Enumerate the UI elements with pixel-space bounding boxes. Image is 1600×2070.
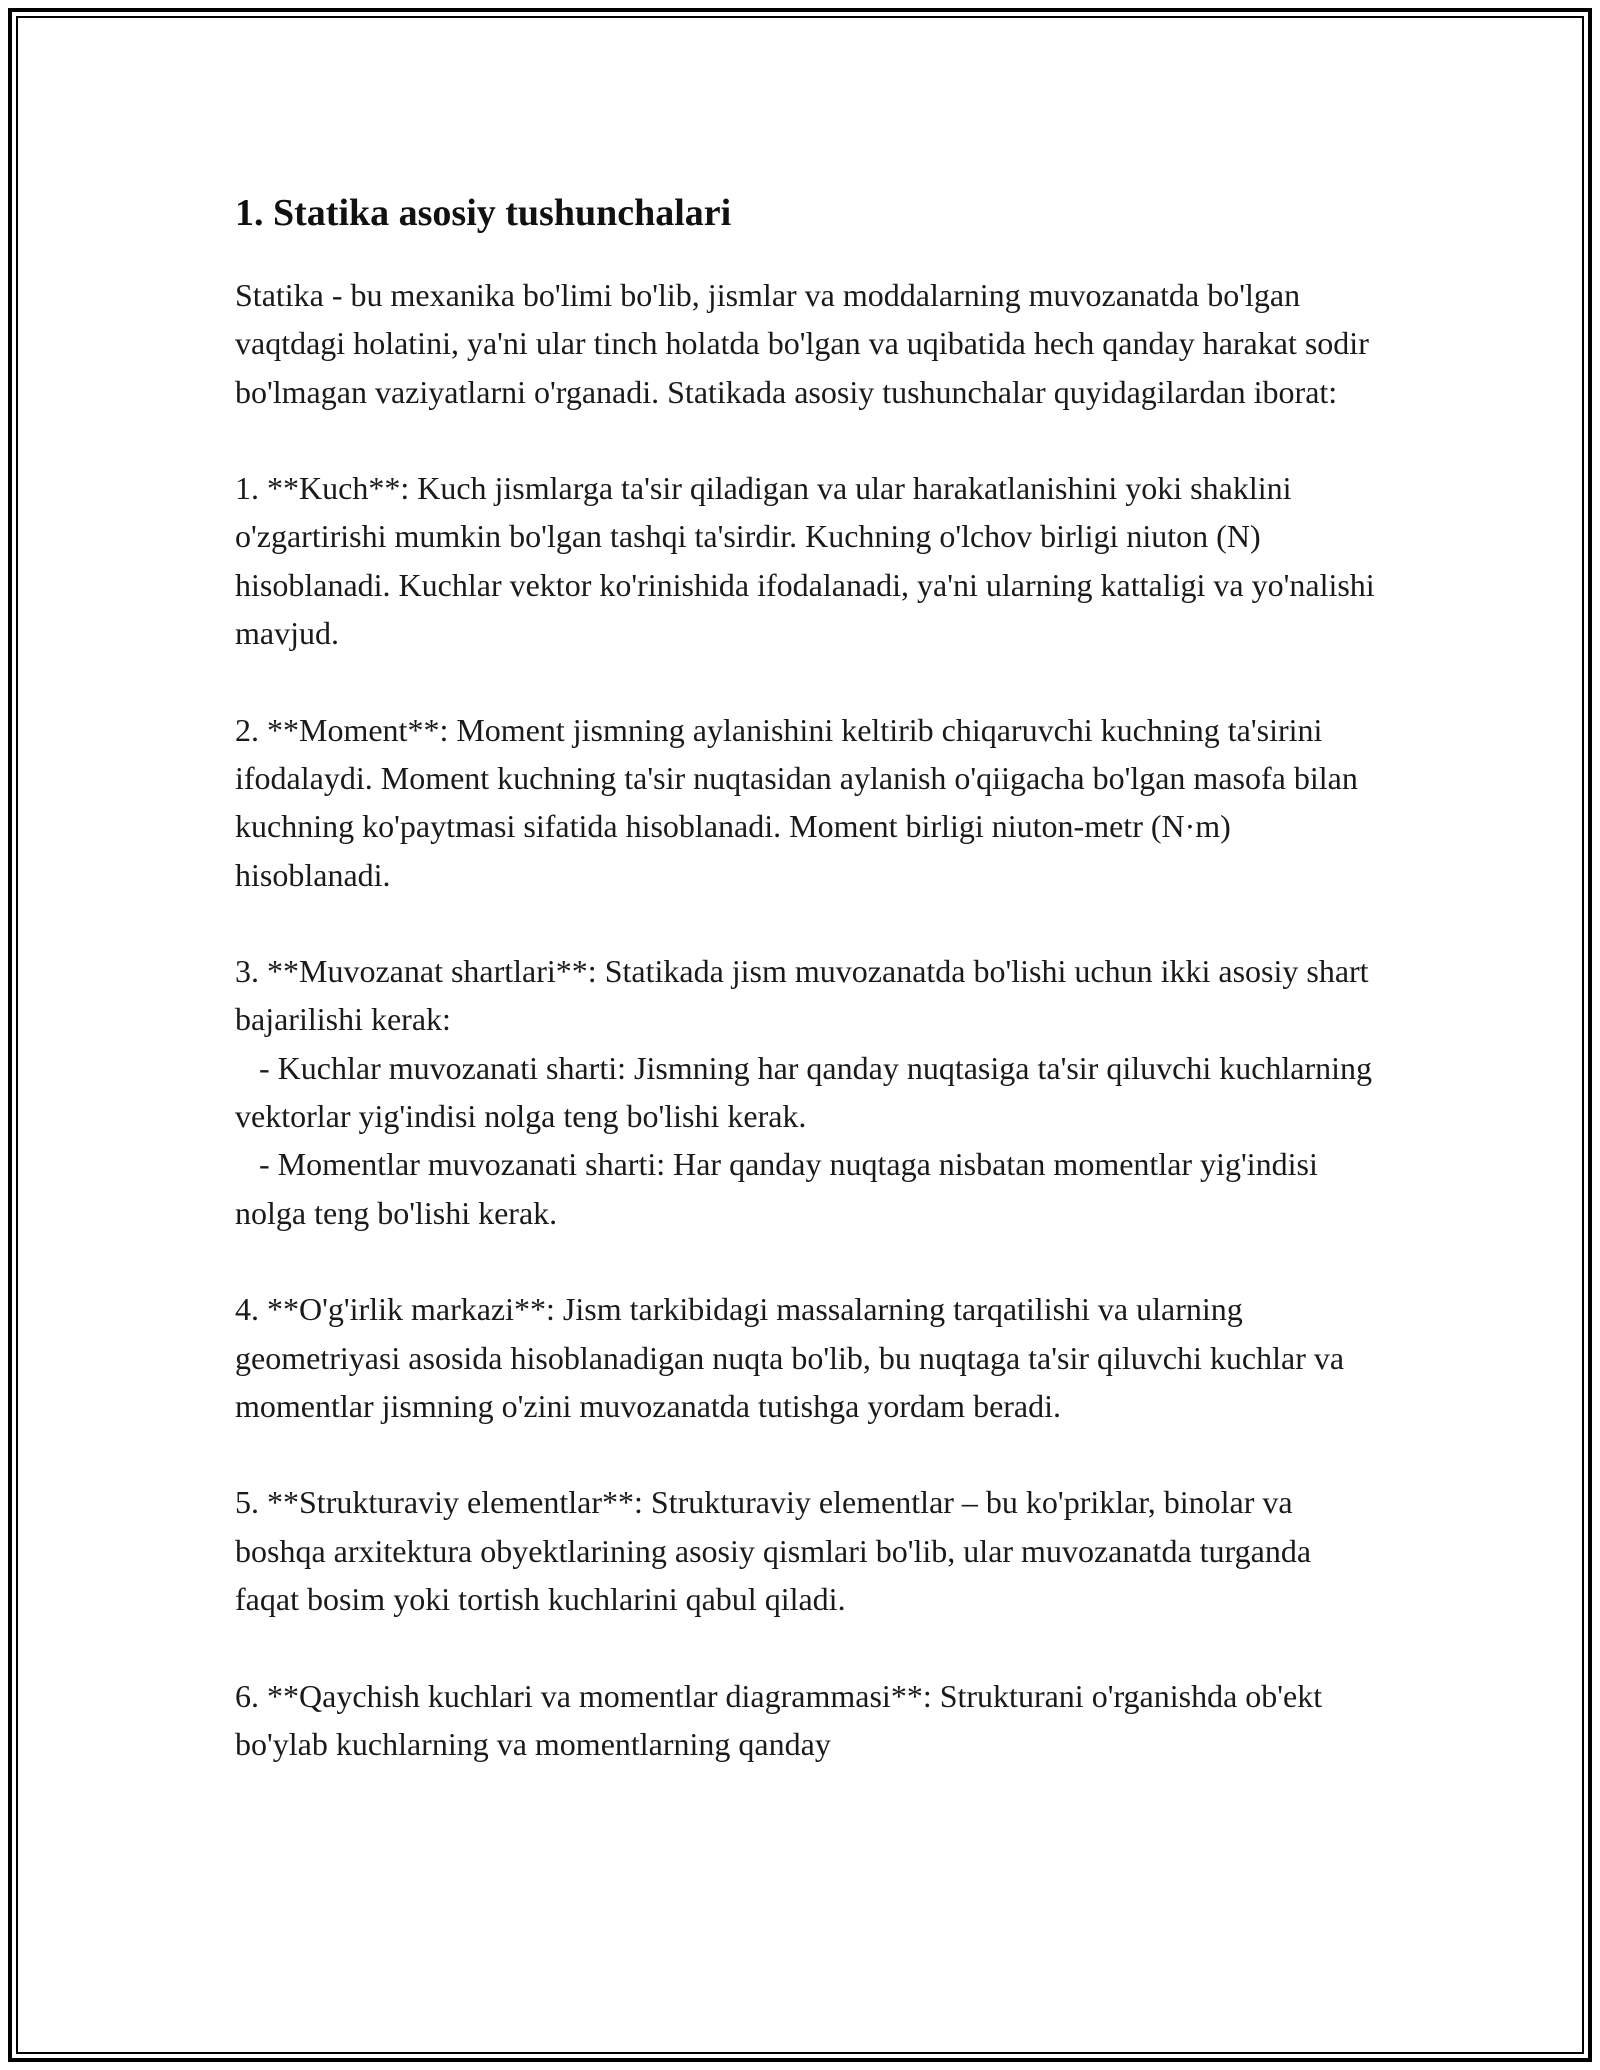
document-content xyxy=(235,185,1375,1768)
document-title: 1. Statika asosiy tushunchalari xyxy=(235,192,732,234)
document-body: Statika - bu mexanika bo'limi bo'lib, jismlar va moddalarning muvozanatda bo'lgan vaqtdagi holatini, ya'ni ular tinch holatda bo'lgan va uqibatida hech qanday harakat sodir bo'lmagan vaziyatlarni o'rganadi. Statikada asosiy tushunchalar quyidagilardan iborat: 1. **Kuch**: Kuch jismlarga ta'sir qiladigan va ular harakatlanishini yoki shaklini o'zgartirishi mumkin bo'lgan tashqi ta'sirdir. Kuchning o'lchov birligi niuton (N) hisoblanadi. Kuchlar vektor ko'rinishida ifodalanadi, ya'ni ularning kattaligi va yo'nalishi mavjud. 2. **Moment**: Moment jismning aylanishini keltirib chiqaruvchi kuchning ta'sirini ifodalaydi. Moment kuchning ta'sir nuqtasidan aylanish o'qiigacha bo'lgan masofa bilan kuchning ko'paytmasi sifatida hisoblanadi. Moment birligi niuton-metr (N·m) hisoblanadi. 3. **Muvozanat shartlari**: Statikada jism muvozanatda bo'lishi uchun ikki asosiy shart bajarilishi kerak: - Kuchlar muvozanati sharti: Jismning har qanday nuqtasiga ta'sir qiluvchi kuchlarning vektorlar yig'indisi nolga teng bo'lishi kerak. - Momentlar muvozanati sharti: Har qanday nuqtaga nisbatan momentlar yig'indisi nolga teng bo'lishi kerak. 4. **O'g'irlik markazi**: Jism tarkibidagi massalarning tarqatilishi va ularning geometriyasi asosida hisoblanadigan nuqta bo'lib, bu nuqtaga ta'sir qiluvchi kuchlar va momentlar jismning o'zini muvozanatda tutishga yordam beradi. 5. **Strukturaviy elementlar**: Strukturaviy elementlar – bu ko'priklar, binolar va boshqa arxitektura obyektlarining asosiy qismlari bo'lib, ular muvozanatda turganda faqat bosim yoki tortish kuchlarini qabul qiladi. 6. **Qaychish kuchlari va momentlar diagrammasi**: Strukturani o'rganishda ob'ekt bo'ylab kuchlarning va momentlarning qanday xyxy=(235,277,1375,1762)
